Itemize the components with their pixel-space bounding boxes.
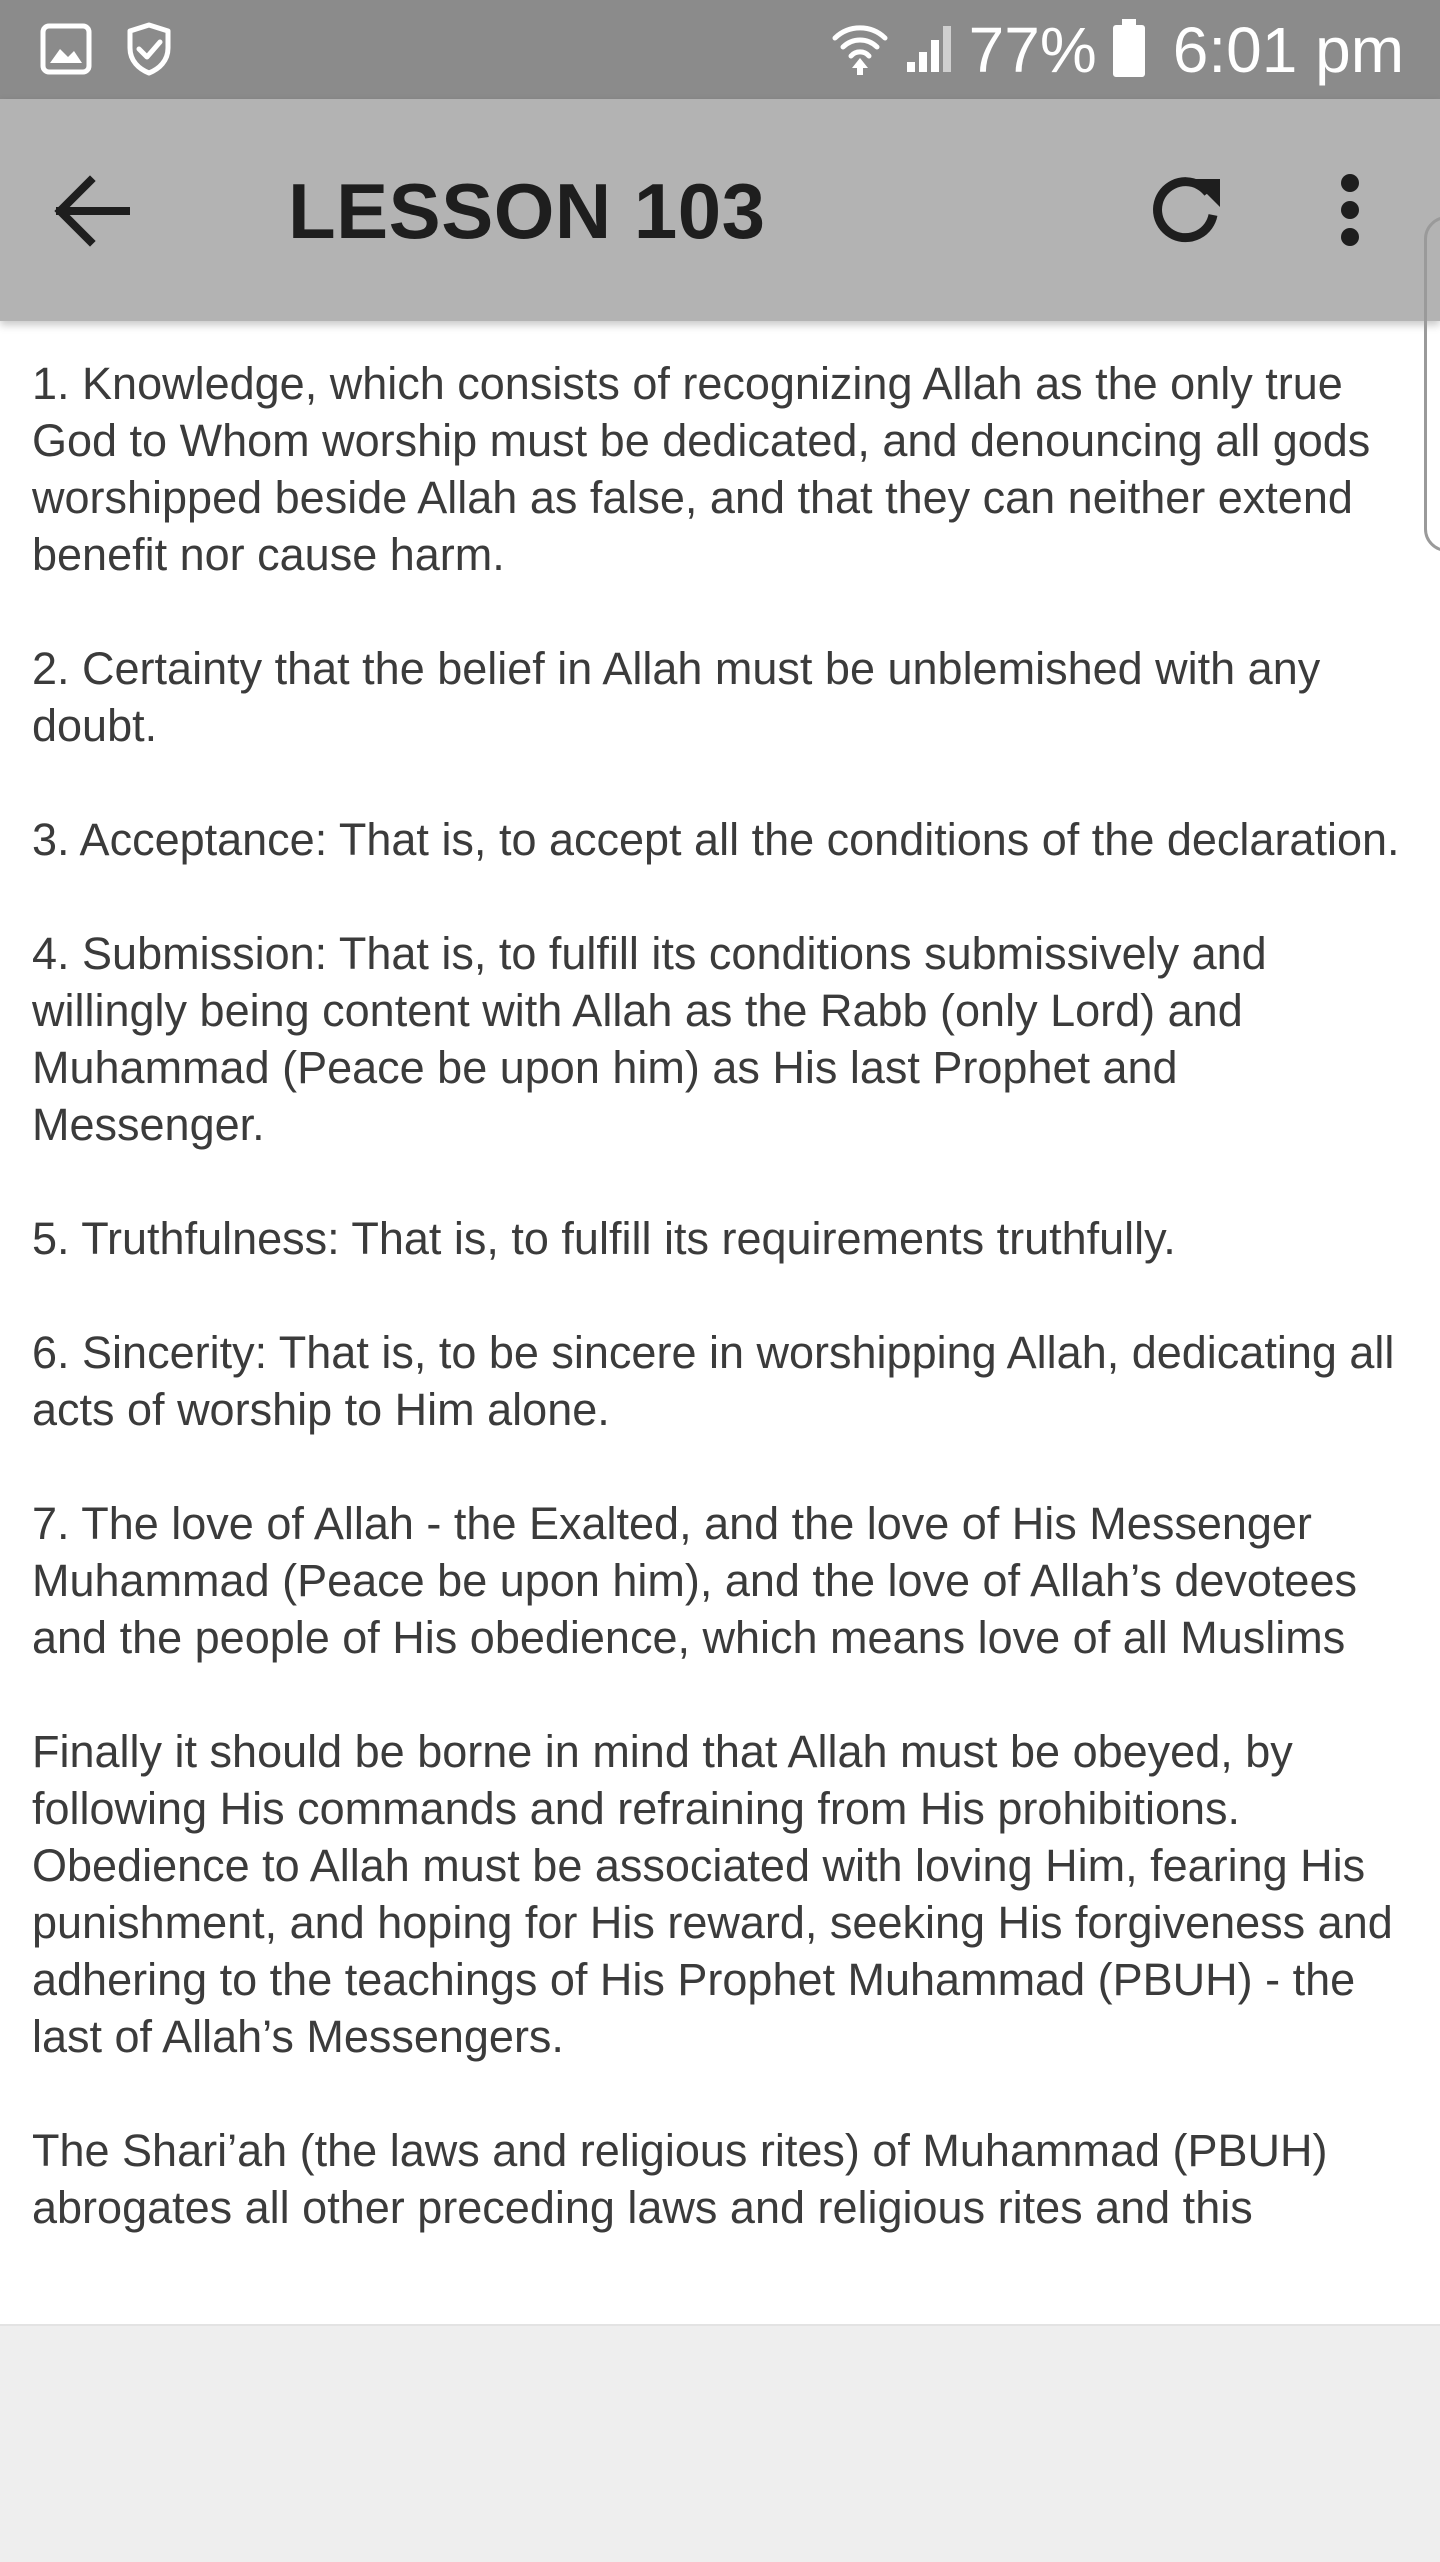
paragraph: The Shari’ah (the laws and religious rites) of Muhammad (PBUH) abrogates all other preceding laws and religious rites and this bbox=[32, 2125, 1328, 2233]
status-bar bbox=[0, 0, 1440, 99]
lesson-text bbox=[0, 321, 1440, 2236]
wifi-icon bbox=[831, 20, 889, 81]
back-arrow-icon bbox=[50, 171, 142, 251]
clock: 6:01 pm bbox=[1172, 14, 1404, 86]
refresh-icon bbox=[1140, 165, 1230, 255]
battery-percent: 77% bbox=[968, 14, 1097, 86]
signal-icon bbox=[903, 22, 955, 79]
paragraph: 6. Sincerity: That is, to be sincere in worshipping Allah, dedicating all acts of worship to Him alone. bbox=[32, 1327, 1395, 1435]
status-left-icons bbox=[40, 22, 172, 81]
battery-icon bbox=[1111, 18, 1147, 83]
paragraph: 4. Submission: That is, to fulfill its conditions submissively and willingly being content with Allah as the Rabb (only Lord) and Muhammad (Peace be upon him) as His last Prophet and Messenger. bbox=[32, 928, 1267, 1150]
page-title: LESSON 103 bbox=[288, 167, 766, 255]
refresh-button[interactable] bbox=[1140, 165, 1230, 255]
bottom-area bbox=[0, 2324, 1440, 2562]
lesson-content[interactable] bbox=[0, 321, 1440, 2324]
paragraph: 7. The love of Allah - the Exalted, and the love of His Messenger Muhammad (Peace be upon him), and the love of Allah’s devotees and the people of His obedience, which means love of all Muslims bbox=[32, 1498, 1357, 1663]
paragraph: 2. Certainty that the belief in Allah must be unblemished with any doubt. bbox=[32, 643, 1321, 751]
back-button[interactable] bbox=[50, 171, 142, 251]
paragraph: 1. Knowledge, which consists of recognizing Allah as the only true God to Whom worship must be dedicated, and denouncing all gods worshipped beside Allah as false, and that they can neither extend benefit nor cause harm. bbox=[32, 358, 1371, 580]
status-right-icons bbox=[831, 14, 1404, 86]
shield-check-icon bbox=[126, 22, 172, 81]
app-bar bbox=[0, 99, 1440, 321]
paragraph: 5. Truthfulness: That is, to fulfill its requirements truthfully. bbox=[32, 1213, 1176, 1264]
paragraph: 3. Acceptance: That is, to accept all the conditions of the declaration. bbox=[32, 814, 1400, 865]
gallery-icon bbox=[40, 23, 92, 80]
more-vert-icon bbox=[1320, 165, 1380, 255]
paragraph: Finally it should be borne in mind that Allah must be obeyed, by following His commands and refraining from His prohibitions. Obedience to Allah must be associated with loving Him, fearing His punishment, and hoping for His reward, seeking His forgiveness and adhering to the teachings of His Prophet Muhammad (PBUH) - the last of Allah’s Messengers. bbox=[32, 1726, 1393, 2062]
more-options-button[interactable] bbox=[1320, 165, 1380, 255]
edge-panel-handle[interactable] bbox=[1424, 216, 1440, 552]
